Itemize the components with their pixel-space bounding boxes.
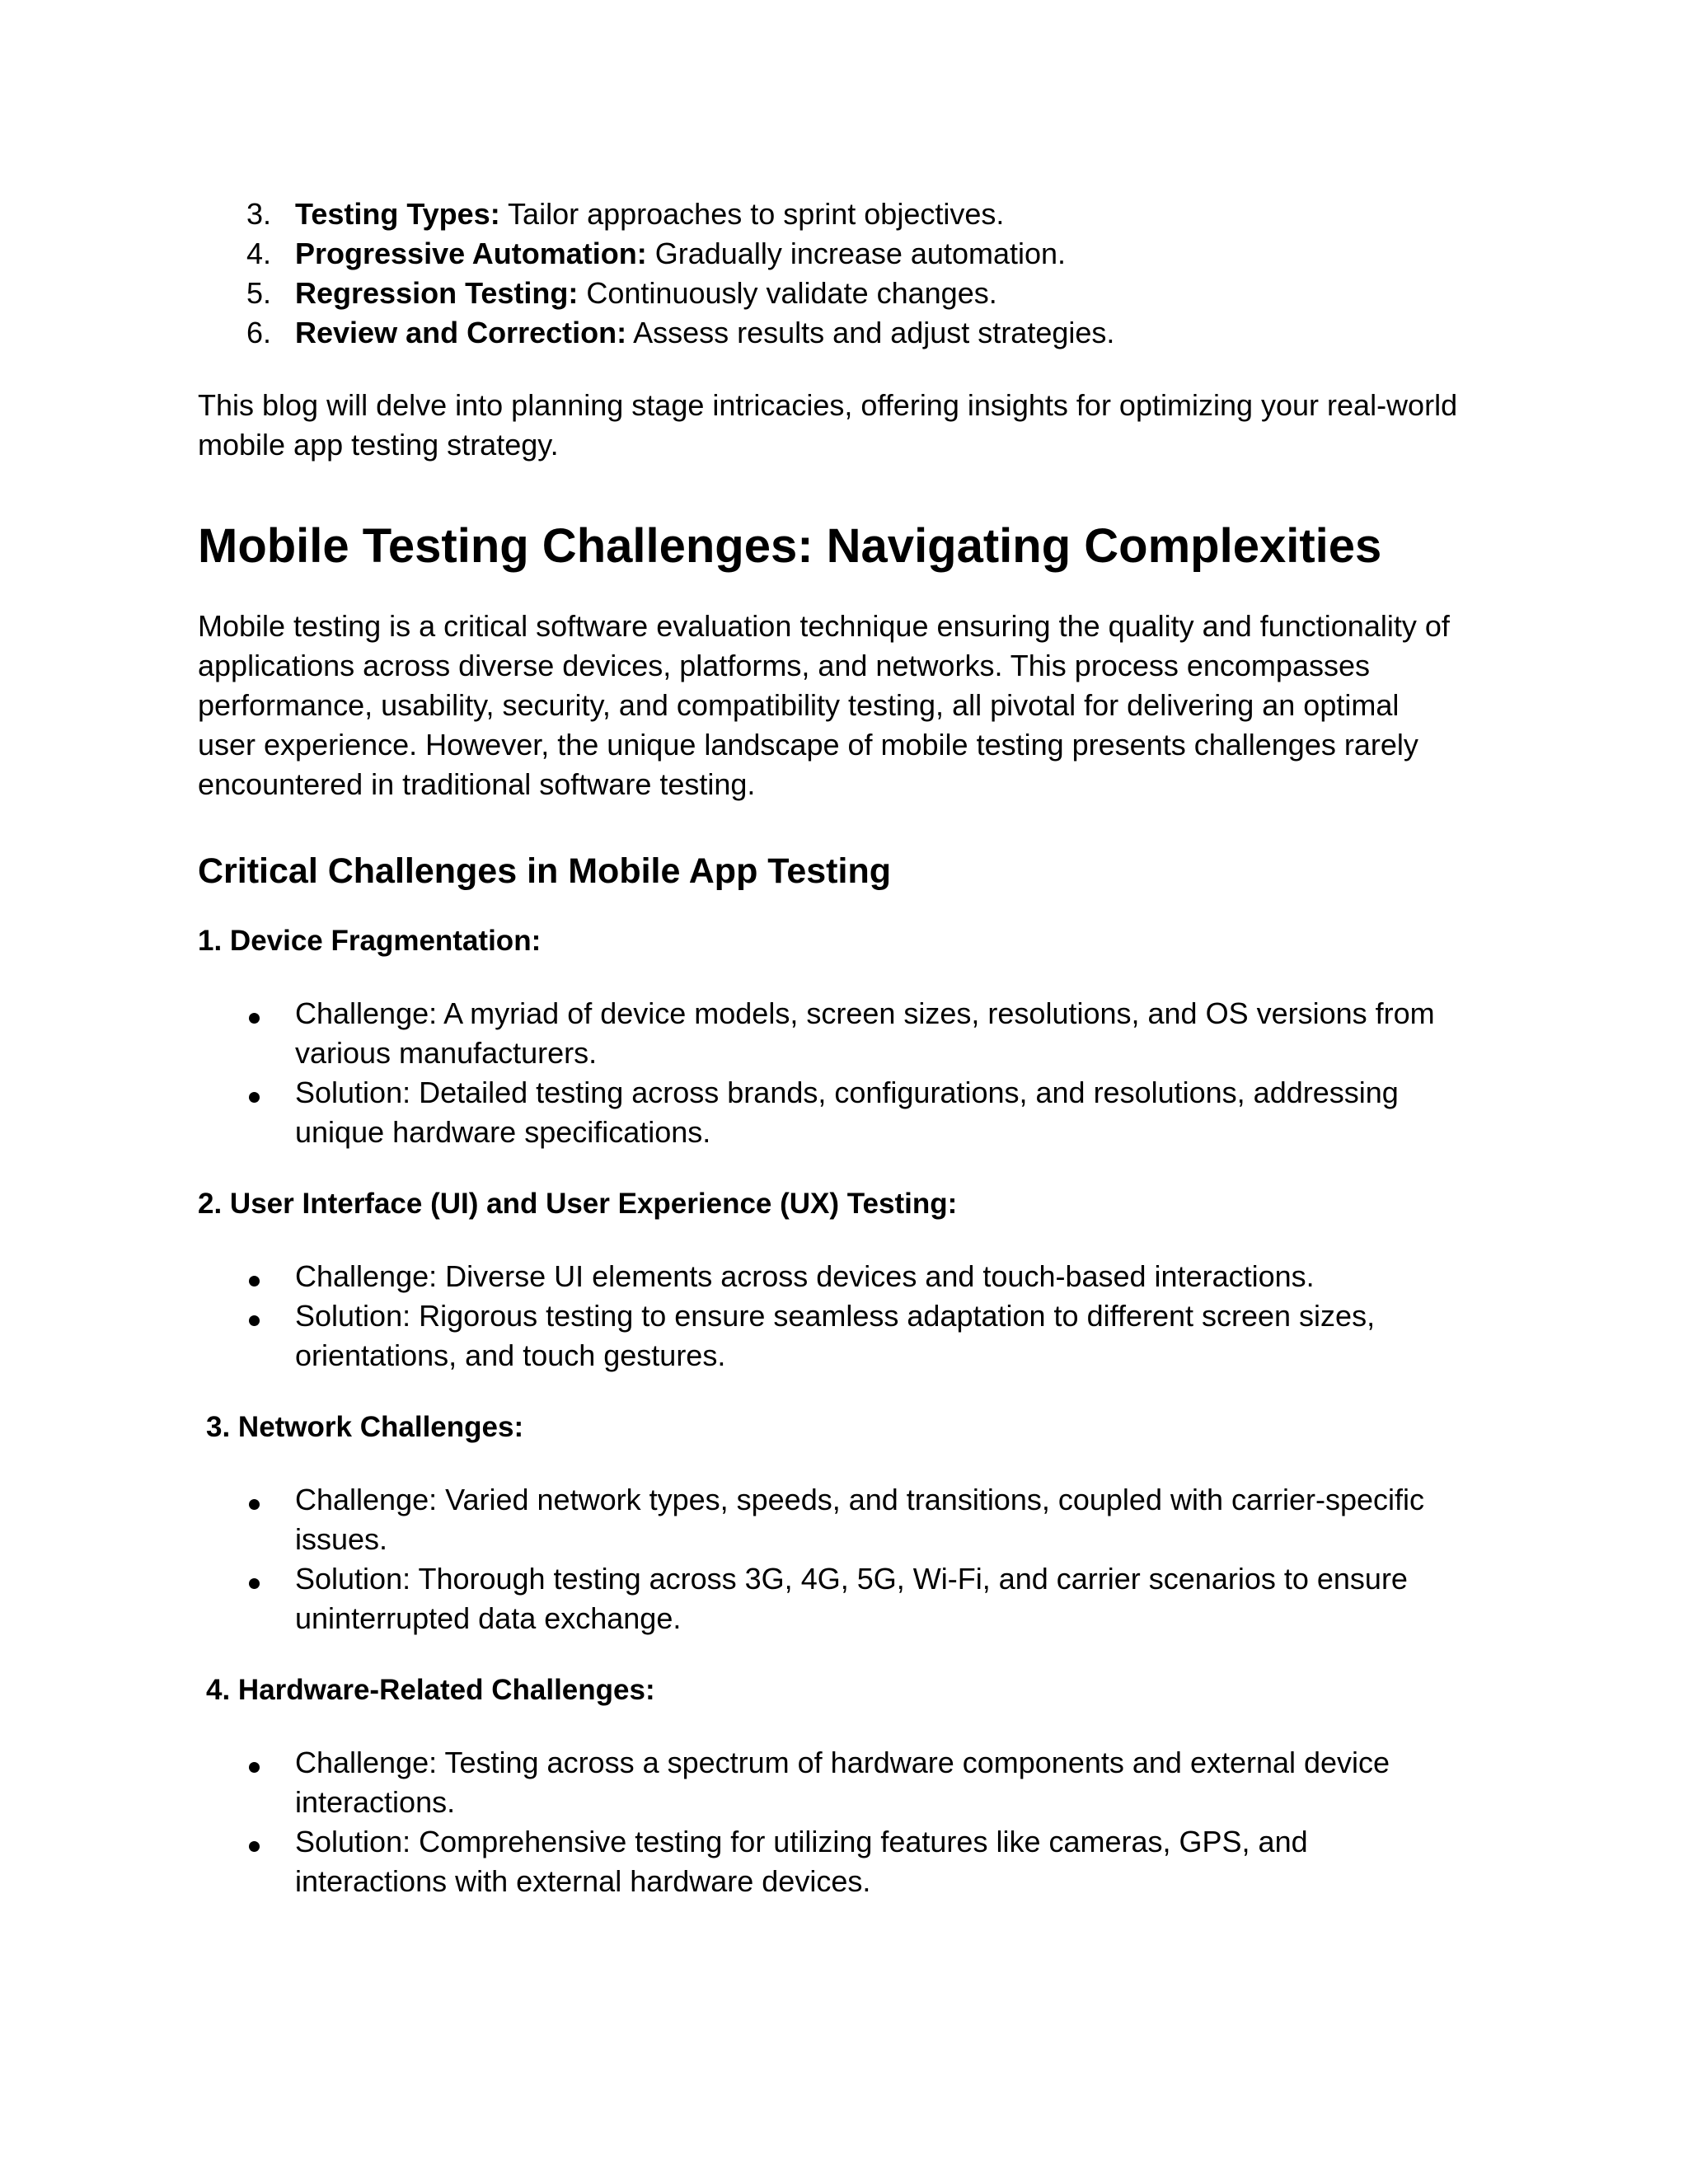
bullet-text bbox=[295, 1296, 1490, 1376]
paragraph-line: This blog will delve into planning stage intricacies, offering insights for optimizing your real-world bbox=[198, 388, 1458, 422]
list-item-description: Tailor approaches to sprint objectives. bbox=[499, 197, 1005, 231]
section-title: 3. Network Challenges: bbox=[206, 1411, 524, 1443]
list-item-text bbox=[295, 313, 1114, 353]
section-title: 1. Device Fragmentation: bbox=[198, 925, 542, 957]
bullet-line: Solution: Thorough testing across 3G, 4G, 5G, Wi-Fi, and carrier scenarios to ensure bbox=[295, 1562, 1408, 1596]
bullet-icon bbox=[249, 1276, 260, 1286]
bullet-text bbox=[295, 1822, 1490, 1901]
bullet-text bbox=[295, 1073, 1490, 1152]
bullet-icon bbox=[249, 1092, 260, 1103]
list-item-term: Testing Types: bbox=[295, 197, 500, 231]
list-item-term: Progressive Automation: bbox=[295, 237, 647, 270]
bullet-text bbox=[295, 1480, 1490, 1559]
bullet-text bbox=[295, 1743, 1490, 1822]
section-title: 2. User Interface (UI) and User Experience (UX) Testing: bbox=[198, 1188, 958, 1220]
paragraph-line: Mobile testing is a critical software evaluation technique ensuring the quality and functionality of bbox=[198, 609, 1450, 643]
bullet-line: Solution: Comprehensive testing for utilizing features like cameras, GPS, and bbox=[295, 1825, 1308, 1858]
list-item-description: Assess results and adjust strategies. bbox=[626, 316, 1115, 349]
bullet-line: Challenge: A myriad of device models, screen sizes, resolutions, and OS versions from bbox=[295, 996, 1435, 1030]
list-item-term: Review and Correction: bbox=[295, 316, 627, 349]
bullet-line: Challenge: Diverse UI elements across devices and touch-based interactions. bbox=[295, 1259, 1315, 1293]
bullet-text bbox=[295, 1559, 1490, 1638]
bullet-icon bbox=[249, 1762, 260, 1773]
bullet-line: Challenge: Varied network types, speeds, and transitions, coupled with carrier-specific bbox=[295, 1483, 1425, 1516]
paragraph-line: applications across diverse devices, platforms, and networks. This process encompasses bbox=[198, 649, 1370, 682]
intro-paragraph bbox=[198, 386, 1500, 465]
list-item-term: Regression Testing: bbox=[295, 276, 579, 310]
paragraph-line: user experience. However, the unique landscape of mobile testing presents challenges rarely bbox=[198, 728, 1418, 762]
list-item-description: Gradually increase automation. bbox=[646, 237, 1067, 270]
bullet-line: various manufacturers. bbox=[295, 1036, 598, 1070]
list-item-number: 3. bbox=[246, 197, 272, 231]
sub-heading: Critical Challenges in Mobile App Testing bbox=[198, 851, 891, 891]
paragraph-line: performance, usability, security, and compatibility testing, all pivotal for delivering an optimal bbox=[198, 688, 1400, 722]
bullet-line: uninterrupted data exchange. bbox=[295, 1601, 682, 1635]
paragraph-line: mobile app testing strategy. bbox=[198, 428, 559, 462]
overview-paragraph bbox=[198, 607, 1500, 804]
paragraph-line: encountered in traditional software testing. bbox=[198, 767, 756, 801]
list-item-number: 5. bbox=[246, 276, 272, 310]
bullet-icon bbox=[249, 1578, 260, 1589]
bullet-icon bbox=[249, 1315, 260, 1326]
list-item-text bbox=[295, 274, 997, 313]
list-item-text bbox=[295, 234, 1066, 274]
bullet-icon bbox=[249, 1841, 260, 1852]
bullet-icon bbox=[249, 1013, 260, 1024]
bullet-text bbox=[295, 1257, 1490, 1296]
bullet-line: issues. bbox=[295, 1522, 388, 1556]
bullet-line: interactions. bbox=[295, 1785, 456, 1819]
main-heading: Mobile Testing Challenges: Navigating Complexities bbox=[198, 519, 1382, 573]
bullet-line: Challenge: Testing across a spectrum of hardware components and external device bbox=[295, 1746, 1390, 1779]
list-item-text bbox=[295, 194, 1004, 234]
bullet-icon bbox=[249, 1499, 260, 1510]
list-item-number: 4. bbox=[246, 237, 272, 270]
list-item-description: Continuously validate changes. bbox=[578, 276, 997, 310]
bullet-line: orientations, and touch gestures. bbox=[295, 1338, 726, 1372]
section-title: 4. Hardware-Related Challenges: bbox=[206, 1674, 655, 1706]
bullet-line: Solution: Detailed testing across brands, configurations, and resolutions, addressing bbox=[295, 1076, 1399, 1109]
bullet-line: interactions with external hardware devices. bbox=[295, 1864, 871, 1898]
bullet-line: Solution: Rigorous testing to ensure seamless adaptation to different screen sizes, bbox=[295, 1299, 1376, 1333]
list-item-number: 6. bbox=[246, 316, 272, 349]
bullet-text bbox=[295, 994, 1490, 1073]
bullet-line: unique hardware specifications. bbox=[295, 1115, 711, 1149]
